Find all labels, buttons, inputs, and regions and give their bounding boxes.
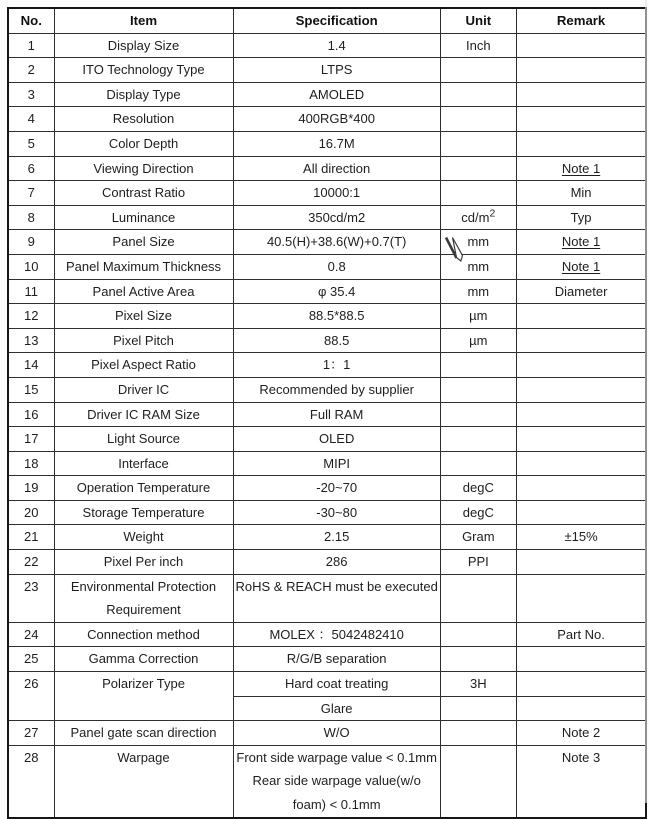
cell-unit <box>440 696 516 721</box>
table-row <box>8 107 646 132</box>
cell-remark <box>516 230 646 255</box>
cell-text: Part No. <box>557 626 605 642</box>
cell-remark <box>516 451 646 476</box>
cell-no <box>8 721 54 746</box>
cell-text: Min <box>570 185 592 201</box>
cell-unit <box>440 33 516 58</box>
cell-no <box>8 427 54 452</box>
cell-text: Full RAM <box>309 406 364 422</box>
cell-text: Polarizer Type <box>102 676 185 692</box>
cell-text: All direction <box>303 160 371 176</box>
table-row <box>8 500 646 525</box>
cell-text: Gamma Correction <box>88 651 199 667</box>
cell-item <box>54 622 233 647</box>
cell-text: R/G/B separation <box>286 651 387 667</box>
cell-unit <box>440 131 516 156</box>
cell-unit <box>440 205 516 230</box>
cell-text: Contrast Ratio <box>101 185 186 201</box>
cell-text: Color Depth <box>108 135 179 151</box>
cell-text: Driver IC <box>117 381 170 397</box>
cell-spec <box>233 82 440 107</box>
cell-remark <box>516 622 646 647</box>
cell-unit <box>440 574 516 622</box>
cell-item <box>54 672 233 721</box>
cell-line: Rear side warpage value(w/o <box>252 773 421 789</box>
cell-text: 28 <box>24 749 39 765</box>
cell-unit <box>440 500 516 525</box>
cell-unit <box>440 622 516 647</box>
table-row <box>8 304 646 329</box>
cell-text: Connection method <box>87 626 200 642</box>
cell-no <box>8 279 54 304</box>
cell-spec <box>233 377 440 402</box>
cell-unit <box>440 672 516 697</box>
cell-text: 17 <box>24 431 39 447</box>
cell-text: 10 <box>24 258 39 274</box>
cell-item <box>54 304 233 329</box>
cell-text: MOLEX ：5042482410 <box>269 626 404 642</box>
cell-no <box>8 672 54 721</box>
cell-item <box>54 107 233 132</box>
cell-text: Pixel Size <box>114 308 173 324</box>
table-row <box>8 721 646 746</box>
cell-text: 10000:1 <box>313 185 361 201</box>
cell-text: Driver IC RAM Size <box>87 406 200 422</box>
cell-unit <box>440 181 516 206</box>
cell-unit <box>440 353 516 378</box>
cell-no <box>8 156 54 181</box>
table-row <box>8 279 646 304</box>
cell-text: Viewing Direction <box>93 160 194 176</box>
cell-no <box>8 107 54 132</box>
cell-unit <box>440 721 516 746</box>
cell-text: Pixel Aspect Ratio <box>91 357 196 373</box>
cell-unit <box>440 647 516 672</box>
cell-remark <box>516 156 646 181</box>
cell-text: Gram <box>462 529 495 545</box>
cell-item <box>54 33 233 58</box>
cell-spec <box>233 304 440 329</box>
cell-text: Note 1 <box>561 234 601 250</box>
cell-spec <box>233 672 440 697</box>
cell-spec <box>233 279 440 304</box>
cell-no <box>8 550 54 575</box>
cell-remark <box>516 721 646 746</box>
cell-text: Panel Active Area <box>92 283 195 299</box>
cell-item <box>54 525 233 550</box>
cell-text: 1.4 <box>327 37 346 53</box>
cell-unit <box>440 156 516 181</box>
cell-text: 16.7M <box>318 135 355 151</box>
cell-unit <box>440 107 516 132</box>
cell-remark <box>516 254 646 279</box>
cell-spec <box>233 230 440 255</box>
cell-text: 15 <box>24 381 39 397</box>
cell-no <box>8 525 54 550</box>
cell-unit <box>440 377 516 402</box>
cell-spec <box>233 427 440 452</box>
cell-text: 1：1 <box>322 357 351 373</box>
cell-spec <box>233 205 440 230</box>
cell-text: degC <box>462 480 494 496</box>
cell-text: Note 1 <box>561 160 601 176</box>
cell-no <box>8 353 54 378</box>
cell-no <box>8 131 54 156</box>
cell-text: 21 <box>24 529 39 545</box>
table-row <box>8 647 646 672</box>
table-row <box>8 82 646 107</box>
cell-text: Panel Maximum Thickness <box>65 258 222 274</box>
cell-spec <box>233 156 440 181</box>
cell-text: Hard coat treating <box>284 676 389 692</box>
cell-unit <box>440 304 516 329</box>
cell-spec <box>233 622 440 647</box>
cell-text: Pixel Pitch <box>113 332 174 348</box>
cell-text: RoHS & REACH must be executed <box>235 578 438 594</box>
cell-text: PPI <box>467 554 489 570</box>
cell-text: mm <box>467 234 490 250</box>
cell-no <box>8 82 54 107</box>
cell-spec <box>233 525 440 550</box>
cell-text: Warpage <box>117 749 170 765</box>
cell-item <box>54 402 233 427</box>
table-row <box>8 525 646 550</box>
cell-unit <box>440 525 516 550</box>
table-row <box>8 377 646 402</box>
cell-text: AMOLED <box>309 86 365 102</box>
cell-no <box>8 304 54 329</box>
cell-text: degC <box>462 504 494 520</box>
cell-no <box>8 647 54 672</box>
cell-no <box>8 33 54 58</box>
cell-remark <box>516 402 646 427</box>
cell-no <box>8 205 54 230</box>
cell-text: 88.5 <box>324 332 350 348</box>
cell-text: Diameter <box>554 283 608 299</box>
cell-text: 6 <box>27 160 35 176</box>
cell-item <box>54 279 233 304</box>
cell-remark <box>516 33 646 58</box>
table-row <box>8 402 646 427</box>
cell-text: Glare <box>320 700 353 716</box>
cell-text: ITO Technology Type <box>82 62 205 78</box>
cell-spec <box>233 476 440 501</box>
cell-text: Light Source <box>107 431 180 447</box>
cell-remark <box>516 525 646 550</box>
cell-spec <box>233 328 440 353</box>
cell-text: 18 <box>24 455 39 471</box>
cell-text: Typ <box>570 209 592 225</box>
cell-unit <box>440 82 516 107</box>
cell-remark <box>516 131 646 156</box>
cell-text: 2.15 <box>324 529 350 545</box>
cell-text: 22 <box>24 554 39 570</box>
cell-unit <box>440 451 516 476</box>
cell-text: 14 <box>24 357 39 373</box>
cell-spec <box>233 107 440 132</box>
cell-text: 2 <box>27 62 35 78</box>
table-row <box>8 353 646 378</box>
cell-unit <box>440 476 516 501</box>
cell-remark <box>516 500 646 525</box>
cell-text: Recommended by supplier <box>259 381 414 397</box>
cell-spec <box>233 451 440 476</box>
cell-text: 400RGB*400 <box>298 111 375 127</box>
cell-item <box>54 254 233 279</box>
cell-text: µm <box>469 308 488 324</box>
cell-text: Panel Size <box>112 234 175 250</box>
cell-text: Note 1 <box>561 258 601 274</box>
spec-table-body <box>8 33 646 818</box>
cell-remark <box>516 58 646 83</box>
cell-no <box>8 745 54 817</box>
cell-unit <box>440 230 516 255</box>
cell-text: 11 <box>24 283 38 299</box>
cell-remark <box>516 427 646 452</box>
spec-table <box>7 7 647 819</box>
cell-item <box>54 721 233 746</box>
cell-text: mm <box>467 258 490 274</box>
cell-text: Pixel Per inch <box>103 554 184 570</box>
cell-no <box>8 402 54 427</box>
cell-text: 13 <box>24 332 39 348</box>
cell-unit <box>440 745 516 817</box>
cell-text: 7 <box>27 185 35 201</box>
cell-spec <box>233 647 440 672</box>
cell-unit <box>440 402 516 427</box>
table-row <box>8 550 646 575</box>
table-row <box>8 156 646 181</box>
cell-text: W/O <box>323 725 350 741</box>
cell-item <box>54 205 233 230</box>
cell-item <box>54 156 233 181</box>
cell-unit <box>440 254 516 279</box>
cell-no <box>8 328 54 353</box>
cell-text: 25 <box>24 651 39 667</box>
cell-remark <box>516 377 646 402</box>
cell-text: Resolution <box>112 111 175 127</box>
cell-line: Requirement <box>106 602 181 618</box>
table-row <box>8 622 646 647</box>
cell-text: -20~70 <box>316 480 358 496</box>
cell-text: 5 <box>27 135 35 151</box>
cell-text: 1 <box>27 37 35 53</box>
cell-item <box>54 353 233 378</box>
cell-spec <box>233 550 440 575</box>
cell-text: Note 2 <box>561 725 601 741</box>
table-row <box>8 328 646 353</box>
cell-item <box>54 476 233 501</box>
cell-item <box>54 181 233 206</box>
cell-text: Storage Temperature <box>82 504 205 520</box>
table-row <box>8 451 646 476</box>
cell-spec <box>233 500 440 525</box>
cell-spec <box>233 33 440 58</box>
table-row <box>8 181 646 206</box>
cell-text: Panel gate scan direction <box>70 725 217 741</box>
cell-unit <box>440 279 516 304</box>
cell-no <box>8 254 54 279</box>
cell-item <box>54 82 233 107</box>
cell-remark <box>516 476 646 501</box>
cell-text: 286 <box>325 554 348 570</box>
cell-text: 3H <box>470 676 487 692</box>
cell-text: 27 <box>24 725 39 741</box>
table-row <box>8 476 646 501</box>
cell-text: 88.5*88.5 <box>308 308 365 324</box>
cell-remark <box>516 745 646 817</box>
cell-spec <box>233 574 440 622</box>
cell-no <box>8 622 54 647</box>
cell-unit <box>440 550 516 575</box>
cell-spec <box>233 353 440 378</box>
cell-text: 24 <box>24 626 39 642</box>
cell-text: 20 <box>24 504 39 520</box>
cell-text: 16 <box>24 406 39 422</box>
cell-no <box>8 574 54 622</box>
cell-remark <box>516 696 646 721</box>
table-row <box>8 131 646 156</box>
cell-line: Environmental Protection <box>70 578 217 594</box>
cell-item <box>54 131 233 156</box>
cell-text: µm <box>469 332 488 348</box>
cell-text: cd/m <box>461 209 490 225</box>
cell-text: 8 <box>27 209 35 225</box>
cell-remark <box>516 205 646 230</box>
cell-text: 26 <box>24 676 39 692</box>
cell-spec <box>233 131 440 156</box>
cell-text: 350cd/m2 <box>308 209 366 225</box>
cell-spec <box>233 721 440 746</box>
cell-line: foam) < 0.1mm <box>292 797 381 812</box>
table-row <box>8 427 646 452</box>
cell-spec <box>233 745 440 817</box>
cell-spec <box>233 254 440 279</box>
spec-table-header <box>8 8 646 33</box>
cell-spec <box>233 696 440 721</box>
cell-no <box>8 377 54 402</box>
cell-unit <box>440 427 516 452</box>
col-header-remark: Remark <box>516 8 646 33</box>
table-row <box>8 58 646 83</box>
cell-item <box>54 574 233 622</box>
cell-item <box>54 427 233 452</box>
cell-remark <box>516 82 646 107</box>
cell-remark <box>516 304 646 329</box>
cell-item <box>54 230 233 255</box>
cell-remark <box>516 353 646 378</box>
header-row <box>8 8 646 33</box>
cell-text: OLED <box>318 431 355 447</box>
cell-text: Note 3 <box>561 749 601 765</box>
table-row <box>8 205 646 230</box>
cell-unit <box>440 328 516 353</box>
cell-spec <box>233 402 440 427</box>
cell-text: 4 <box>27 111 35 127</box>
cell-text: Luminance <box>111 209 176 225</box>
cell-text: Interface <box>118 455 169 471</box>
cell-remark <box>516 107 646 132</box>
cell-no <box>8 500 54 525</box>
cell-spec <box>233 58 440 83</box>
table-row <box>8 574 646 622</box>
cell-no <box>8 476 54 501</box>
cell-remark <box>516 181 646 206</box>
cell-text: Display Type <box>106 86 181 102</box>
cell-remark <box>516 550 646 575</box>
cell-no <box>8 230 54 255</box>
cell-text: Inch <box>466 37 491 53</box>
cell-text: 12 <box>24 308 39 324</box>
cell-remark <box>516 328 646 353</box>
cell-item <box>54 377 233 402</box>
col-header-no: No. <box>8 8 54 33</box>
cell-item <box>54 550 233 575</box>
unit-superscript: 2 <box>489 207 496 220</box>
cell-text: φ 35.4 <box>317 283 356 299</box>
cell-text: Operation Temperature <box>76 480 211 496</box>
cell-text: LTPS <box>320 62 353 78</box>
cell-text: mm <box>467 283 490 299</box>
cell-unit <box>440 58 516 83</box>
cell-item <box>54 451 233 476</box>
col-header-item: Item <box>54 8 233 33</box>
cell-text: 3 <box>27 86 35 102</box>
cell-item <box>54 500 233 525</box>
col-header-specification: Specification <box>233 8 440 33</box>
cell-text: Weight <box>123 529 164 545</box>
cell-text: 9 <box>27 234 35 250</box>
cell-text: MIPI <box>323 455 351 471</box>
cell-text: 40.5(H)+38.6(W)+0.7(T) <box>266 234 407 250</box>
cell-item <box>54 58 233 83</box>
cell-item <box>54 745 233 817</box>
cell-item <box>54 647 233 672</box>
cell-text: 23 <box>24 578 39 594</box>
cell-text: -30~80 <box>316 504 358 520</box>
cell-text: 0.8 <box>327 258 346 274</box>
cell-spec <box>233 181 440 206</box>
table-row <box>8 33 646 58</box>
cell-no <box>8 181 54 206</box>
cell-remark <box>516 279 646 304</box>
table-row <box>8 672 646 697</box>
cell-no <box>8 451 54 476</box>
cell-remark <box>516 647 646 672</box>
cell-text: 19 <box>24 480 39 496</box>
cell-item <box>54 328 233 353</box>
cell-remark <box>516 574 646 622</box>
cell-remark <box>516 672 646 697</box>
cell-text: ±15% <box>564 529 598 545</box>
col-header-unit: Unit <box>440 8 516 33</box>
table-row <box>8 254 646 279</box>
cell-text: Display Size <box>107 37 180 53</box>
table-row <box>8 745 646 817</box>
cell-line: Front side warpage value < 0.1mm <box>236 749 437 765</box>
table-row <box>8 230 646 255</box>
cell-no <box>8 58 54 83</box>
